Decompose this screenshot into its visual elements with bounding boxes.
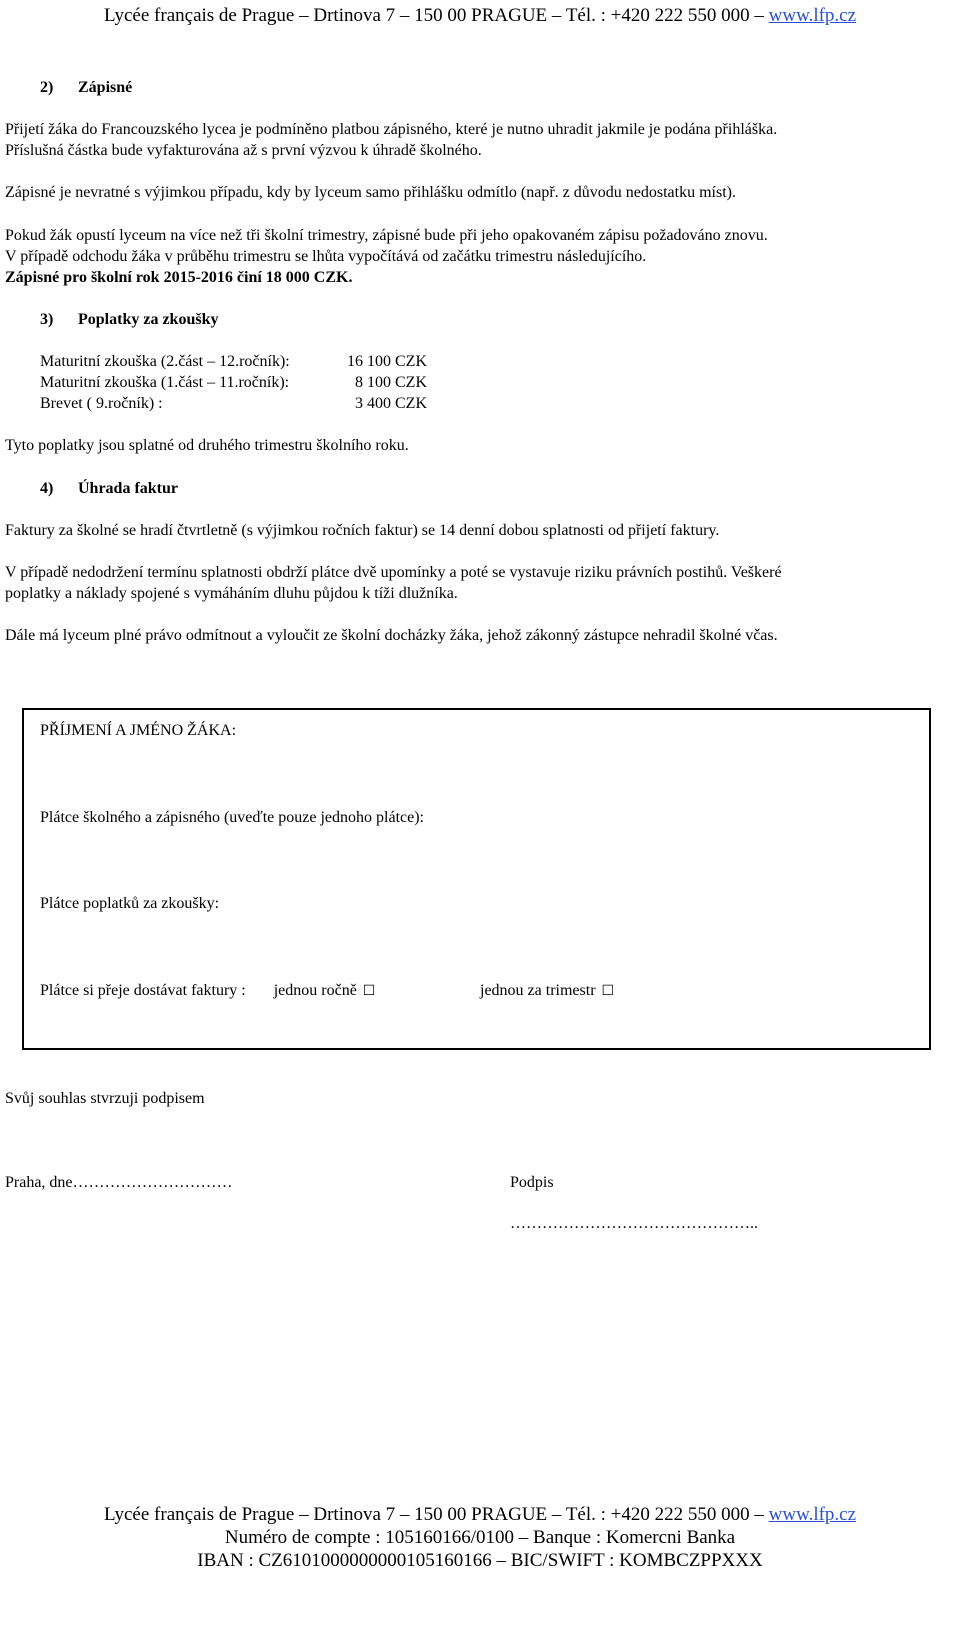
signature-label: Podpis [510, 1174, 554, 1191]
section-2-p2: Zápisné je nevratné s výjimkou případu, kdy by lyceum samo přihlášku odmítlo (např. z důvodu nedostatku míst). [5, 184, 736, 201]
footer-iban: IBAN : CZ6101000000000105160166 – BIC/SWIFT : KOMBCZPPXXX [197, 1550, 763, 1571]
option-yearly-label: jednou ročně [273, 982, 357, 999]
checkbox-yearly-icon[interactable]: ☐ [362, 983, 376, 999]
payer-tuition-label: Plátce školného a zápisného (uveďte pouze jednoho plátce): [40, 809, 424, 826]
section-3-number: 3) [40, 311, 54, 328]
section-2-p1-line1: Přijetí žáka do Francouzského lycea je podmíněno platbou zápisného, které je nutno uhradit jakmile je podána přihláška. [5, 121, 778, 138]
fee-row [40, 351, 427, 372]
section-2-p1-line2: Příslušná částka bude vyfakturována až s první výzvou k úhradě školného. [5, 142, 482, 159]
page-header [0, 5, 960, 27]
checkbox-trimester-icon[interactable]: ☐ [601, 983, 615, 999]
section-4-number: 4) [40, 480, 54, 497]
section-3-heading [40, 309, 218, 330]
header-website-link[interactable]: www.lfp.cz [768, 5, 857, 26]
section-2-heading [40, 77, 132, 98]
fee-row [40, 372, 427, 393]
payer-exam-label: Plátce poplatků za zkoušky: [40, 895, 220, 912]
fee-label: Maturitní zkouška (1.část – 11.ročník): [40, 374, 290, 391]
section-3-title: Poplatky za zkoušky [78, 311, 219, 328]
section-4-p2-line2: poplatky a náklady spojené s vymáháním dluhu půjdou k tíži dlužníka. [5, 585, 458, 602]
option-trimester[interactable] [480, 980, 614, 1002]
section-4-p3: Dále má lyceum plné právo odmítnout a vyloučit ze školní docházky žáka, jehož zákonný zástupce nehradil školné včas. [5, 627, 778, 644]
student-name-label: PŘÍJMENÍ A JMÉNO ŽÁKA: [40, 722, 237, 739]
section-4-p1: Faktury za školné se hradí čtvrtletně (s výjimkou ročních faktur) se 14 denní dobou splatnosti od přijetí faktury. [5, 522, 720, 539]
section-2-p3-line1: Pokud žák opustí lyceum na více než tři školní trimestry, zápisné bude při jeho opakovaném zápisu požadováno znovu. [5, 227, 768, 244]
header-text: Lycée français de Prague – Drtinova 7 – 150 00 PRAGUE – Tél. : +420 222 550 000 – [103, 5, 764, 26]
invoice-preference-label: Plátce si přeje dostávat faktury : [40, 982, 246, 999]
payer-form-box [22, 708, 931, 1050]
section-4-p2-line1: V případě nedodržení termínu splatnosti obdrží plátce dvě upomínky a poté se vystavuje riziku právních postihů. Veškeré [5, 564, 782, 581]
footer-account: Numéro de compte : 105160166/0100 – Banque : Komercni Banka [224, 1527, 736, 1548]
fee-amount: 8 100 CZK [355, 374, 427, 391]
option-trimester-label: jednou za trimestr [480, 982, 596, 999]
section-2-title: Zápisné [78, 79, 133, 96]
signature-line: ……………………………………….. [510, 1215, 758, 1232]
fee-label: Brevet ( 9.ročník) : [40, 395, 163, 412]
footer-website-link[interactable]: www.lfp.cz [768, 1504, 857, 1525]
section-2-p3-line2: V případě odchodu žáka v průběhu trimestru se lhůta vypočítává od začátku trimestru následujícího. [5, 248, 647, 265]
fee-label: Maturitní zkouška (2.část – 12.ročník): [40, 353, 290, 370]
page-footer-line1 [0, 1504, 960, 1526]
option-yearly[interactable] [274, 982, 376, 999]
place-date-field: Praha, dne………………………… [5, 1174, 233, 1191]
fee-row [40, 393, 427, 414]
section-2-fee-statement: Zápisné pro školní rok 2015-2016 činí 18 000 CZK. [5, 269, 353, 286]
section-4-title: Úhrada faktur [78, 480, 179, 497]
section-2-number: 2) [40, 79, 54, 96]
footer-address: Lycée français de Prague – Drtinova 7 – 150 00 PRAGUE – Tél. : +420 222 550 000 – [103, 1504, 764, 1525]
fee-amount: 3 400 CZK [355, 395, 427, 412]
section-3-note: Tyto poplatky jsou splatné od druhého trimestru školního roku. [5, 437, 409, 454]
invoice-preference-row [40, 980, 910, 1002]
consent-text: Svůj souhlas stvrzuji podpisem [5, 1090, 205, 1107]
section-4-heading [40, 478, 178, 499]
fee-amount: 16 100 CZK [347, 353, 427, 370]
